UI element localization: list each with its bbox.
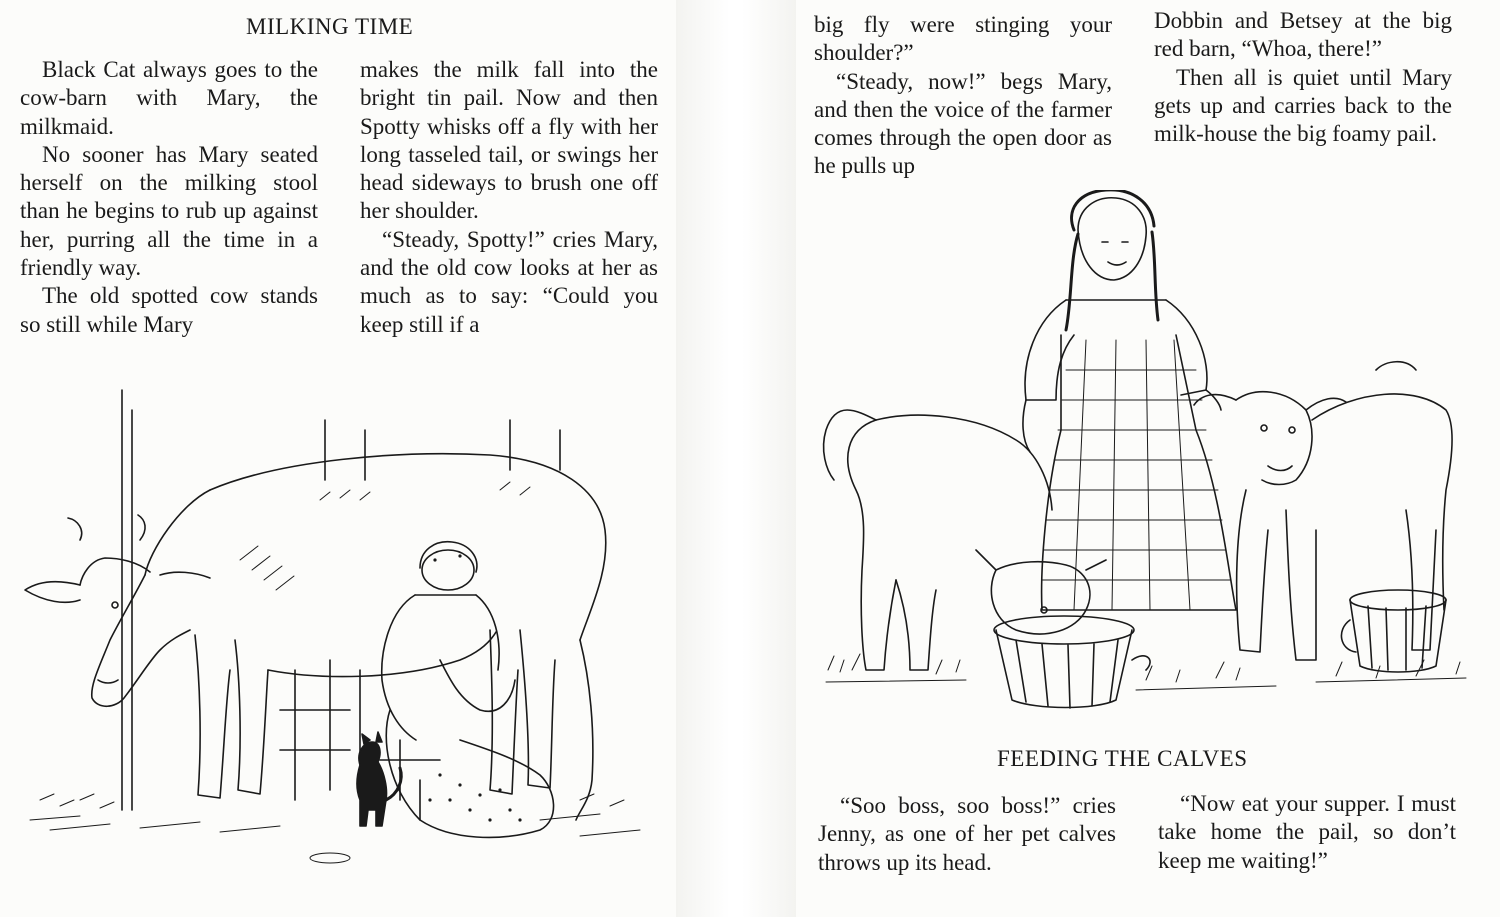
right-text-column-2 [1154,7,1452,148]
paragraph: big fly were stinging your shoulder?” [814,12,1112,66]
right-calf-drawing [1194,362,1452,660]
milking-illustration [20,380,660,870]
girl-drawing [1023,190,1236,610]
right-text-column-4 [1158,790,1456,875]
grass-ground [826,654,1466,690]
paragraph: No sooner has Mary seated herself on the milking stool than he begins to rub up against her, purring all the time in a friendly way. [20,141,318,281]
paragraph: The old spotted cow stands so still while Mary [20,283,318,337]
left-text-column-2 [360,56,658,339]
left-text-column-1 [20,56,318,339]
right-text-column-3 [818,792,1116,877]
right-page [796,0,1500,917]
book-gutter [676,0,796,917]
page-title-milking-time: MILKING TIME [246,14,414,39]
paragraph: “Steady, now!” begs Mary, and then the voice of the farmer comes through the open door as he pulls up [814,68,1112,179]
cow-drawing [25,454,606,820]
feeding-calves-illustration [816,190,1476,730]
paragraph: Then all is quiet until Mary gets up and carries back to the milk-house the big foamy pail. [1154,64,1452,147]
paragraph: Dobbin and Betsey at the big red barn, “Whoa, there!” [1154,8,1452,62]
left-page [0,0,676,917]
paragraph: “Now eat your supper. I must take home the pail, so don’t keep me waiting!” [1158,791,1456,873]
milkmaid-drawing [380,542,554,838]
left-calf-drawing [824,410,1106,670]
paragraph: “Soo boss, soo boss!” cries Jenny, as one of her pet calves throws up its head. [818,793,1116,875]
paragraph: makes the milk fall into the bright tin pail. Now and then Spotty whisks off a fly with her long tasseled tail, or swings her head sideways to brush one off her shoulder. [360,57,658,224]
section-title-feeding-the-calves: FEEDING THE CALVES [997,746,1248,771]
right-text-column-1 [814,11,1112,181]
paragraph: Black Cat always goes to the cow-barn with Mary, the milkmaid. [20,57,318,139]
barn-wall-lines [122,390,560,810]
paragraph: “Steady, Spotty!” cries Mary, and the old cow looks at her as much as to say: “Could you keep still if a [360,226,658,337]
